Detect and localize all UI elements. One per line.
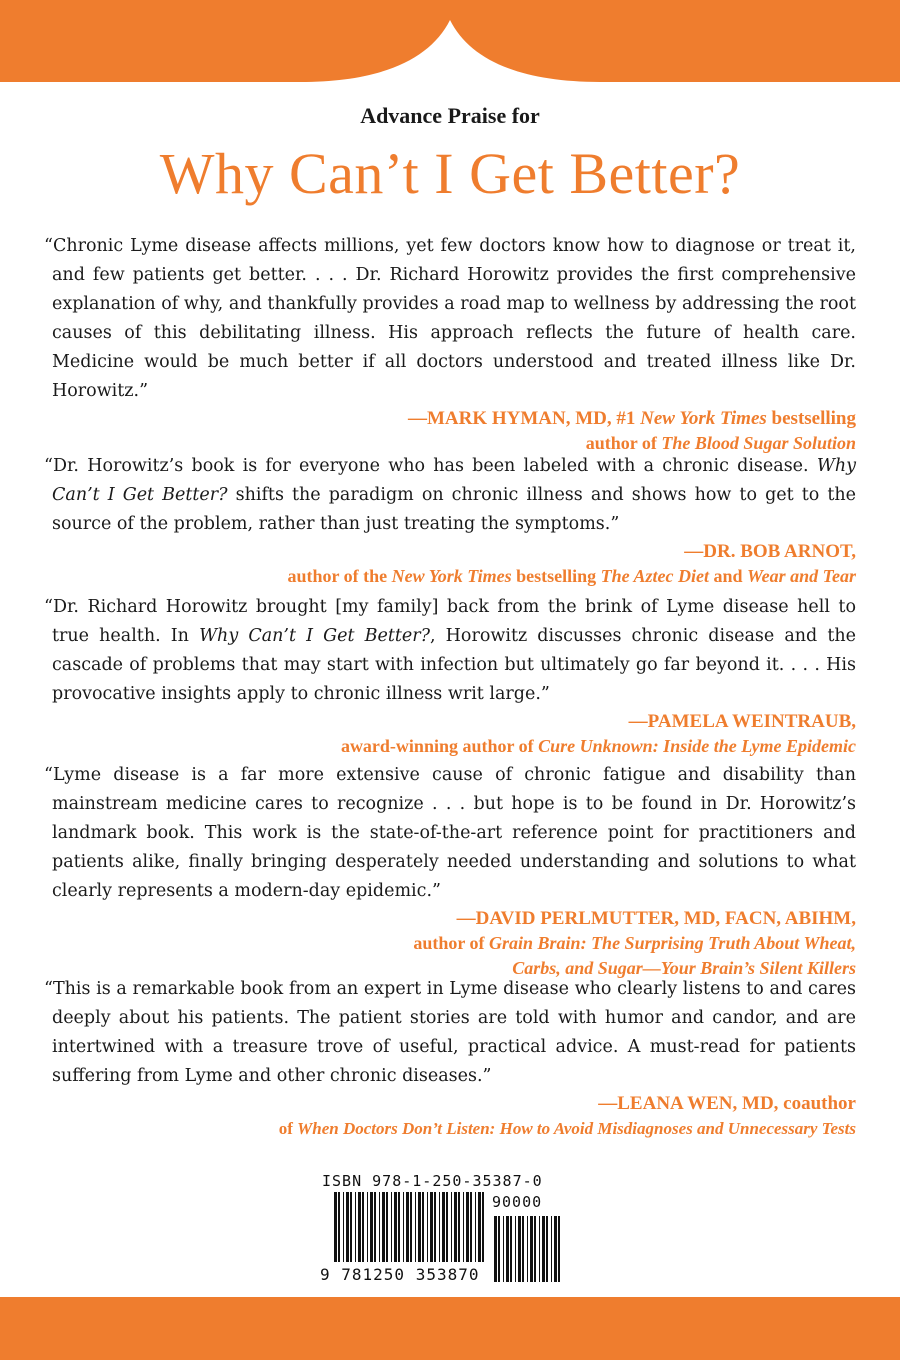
quote-credit	[44, 931, 856, 981]
barcode-bar	[403, 1192, 404, 1262]
barcode-bar	[346, 1192, 349, 1262]
quote-author: —MARK HYMAN, MD, #1	[407, 408, 636, 429]
barcode-bar	[406, 1192, 409, 1262]
credit-italic-1: New York Times	[391, 566, 512, 586]
barcode-bar	[482, 1192, 484, 1262]
quote-author: —DAVID PERLMUTTER, MD, FACN, ABIHM,	[456, 908, 856, 929]
quote-text	[44, 452, 856, 539]
credit-book-title: The Blood Sugar Solution	[661, 433, 856, 453]
barcode-bar	[539, 1216, 540, 1282]
ean-digits: 9 781250 353870	[320, 1265, 480, 1284]
credit-book-title: Grain Brain: The Surprising Truth About Wheat, Carbs, and Sugar—Your Brain’s Silent Killers	[489, 933, 856, 978]
barcode-bar	[343, 1192, 344, 1262]
barcode-bar	[434, 1192, 436, 1262]
quote-attribution	[44, 406, 856, 456]
quote-wen	[44, 975, 856, 1141]
top-orange-band	[0, 0, 900, 100]
barcode-bar	[498, 1216, 500, 1282]
barcode-bar	[410, 1192, 412, 1262]
quote-attribution	[44, 906, 856, 981]
barcode-bar	[338, 1192, 340, 1262]
barcode-bar	[466, 1192, 469, 1262]
barcode-bar	[418, 1192, 421, 1262]
barcode-bar	[442, 1192, 445, 1262]
bottom-orange-band	[0, 1297, 900, 1360]
credit-italic-2: The Aztec Diet	[600, 566, 709, 586]
barcode-bar	[558, 1216, 560, 1282]
credit-prefix: of	[278, 1119, 293, 1138]
quote-author-tail: bestselling	[771, 408, 856, 429]
barcode-bar	[551, 1216, 552, 1282]
quote-author: —PAMELA WEINTRAUB,	[628, 711, 856, 732]
quote-author: —LEANA WEN, MD, coauthor	[598, 1093, 856, 1114]
barcode-bar	[530, 1216, 533, 1282]
barcode-bar	[470, 1192, 472, 1262]
barcode-bar	[362, 1192, 364, 1262]
ean-bars	[334, 1192, 484, 1262]
credit-italic-3: Wear and Tear	[746, 566, 856, 586]
top-band-shape	[0, 0, 900, 82]
credit-prefix: author of	[413, 933, 485, 953]
barcode-bar	[391, 1192, 392, 1262]
quote-credit	[44, 1116, 856, 1141]
barcode-bar	[503, 1216, 504, 1282]
quote-credit	[44, 734, 856, 759]
quote-attribution	[44, 539, 856, 589]
barcode-bar	[382, 1192, 385, 1262]
barcode-bar	[334, 1192, 337, 1262]
credit-book-title: When Doctors Don’t Listen: How to Avoid Misdiagnoses and Unnecessary Tests	[297, 1119, 856, 1138]
barcode-bar	[515, 1216, 516, 1282]
barcode-bar	[446, 1192, 448, 1262]
barcode-bar	[454, 1192, 457, 1262]
quote-text-pre: “Dr. Horowitz’s book is for everyone who has been labeled with a chronic disease.	[44, 456, 809, 476]
credit-prefix: award-winning author of	[340, 736, 534, 756]
quote-author: —DR. BOB ARNOT,	[684, 541, 856, 562]
quote-text-italic: Why Can’t I Get Better?	[199, 626, 430, 646]
barcode-bar	[546, 1216, 548, 1282]
barcode-bar	[439, 1192, 440, 1262]
barcode-bar	[355, 1192, 356, 1262]
barcode-bar	[510, 1216, 512, 1282]
quote-author-italic: New York Times	[640, 408, 767, 429]
barcode-bar	[379, 1192, 380, 1262]
barcode-bar	[478, 1192, 481, 1262]
price-code: 90000	[492, 1193, 543, 1211]
praise-kicker: Advance Praise for	[360, 103, 540, 128]
barcode-bar	[430, 1192, 433, 1262]
barcode-bar	[518, 1216, 521, 1282]
barcode-bar	[522, 1216, 524, 1282]
barcode-bar	[463, 1192, 464, 1262]
credit-and: and	[713, 566, 743, 586]
barcode-bar	[451, 1192, 452, 1262]
quote-credit	[44, 564, 856, 589]
quote-text	[44, 593, 856, 709]
barcode-bar	[542, 1216, 545, 1282]
barcode-bar	[398, 1192, 400, 1262]
barcode-bar	[494, 1216, 497, 1282]
quote-weintraub	[44, 593, 856, 759]
quote-perlmutter	[44, 761, 856, 981]
quote-arnot	[44, 452, 856, 589]
quote-text-post: shifts the paradigm on chronic illness and shows how to get to the source of the problem, rather than just treating the symptoms.”	[52, 485, 856, 534]
quote-attribution	[44, 709, 856, 759]
barcode-bar	[350, 1192, 352, 1262]
book-title: Why Can’t I Get Better?	[159, 141, 741, 206]
credit-prefix: author of the	[287, 566, 388, 586]
barcode-bar	[458, 1192, 460, 1262]
barcode-bar	[506, 1216, 509, 1282]
barcode-bar	[386, 1192, 388, 1262]
barcode-bar	[374, 1192, 376, 1262]
quote-text-pre: “Dr. Richard Horowitz brought [my family] back from the brink of Lyme disease hell to true health. In	[44, 597, 856, 646]
quote-text: “Lyme disease is a far more extensive cause of chronic fatigue and disability than mainstream medicine cares to recognize . . . but hope is to be found in Dr. Horowitz’s landmark book. This work is the state-of-the-art reference point for practitioners and patients alike, finally bringing desperately needed understanding and solutions to what clearly represents a modern-day epidemic.”	[44, 765, 856, 901]
addon-bars	[494, 1216, 560, 1282]
isbn-text: ISBN 978-1-250-35387-0	[322, 1172, 543, 1190]
barcode-bar	[415, 1192, 416, 1262]
quote-text: “Chronic Lyme disease affects millions, yet few doctors know how to diagnose or treat it, and few patients get better. . . . Dr. Richard Horowitz provides the first comprehensive explanation of why, and thankfully provides a road map to wellness by addressing the root causes of this debilitating illness. His approach reflects the future of health care. Medicine would be much better if all doctors understood and treated illness like Dr. Horowitz.”	[44, 236, 856, 401]
quote-text: “This is a remarkable book from an expert in Lyme disease who clearly listens to and cares deeply about his patients. The patient stories are told with humor and candor, and are intertwined with a treasure trove of useful, practical advice. A must-read for patients suffering from Lyme and other chronic diseases.”	[44, 979, 856, 1086]
barcode-bar	[534, 1216, 536, 1282]
quote-text-post: , Horowitz discusses chronic disease and the cascade of problems that may start with infection but ultimately go far beyond it. . . . His provocative insights apply to chronic illness writ large.”	[52, 626, 856, 704]
credit-mid: bestselling	[516, 566, 597, 586]
barcode-bar	[427, 1192, 428, 1262]
credit-prefix: author of	[585, 433, 657, 453]
barcode-bar	[358, 1192, 361, 1262]
barcode-bar	[422, 1192, 424, 1262]
barcode-bar	[370, 1192, 373, 1262]
quote-text-italic: Why Can’t I Get Better?	[52, 456, 856, 505]
quote-attribution	[44, 1091, 856, 1141]
barcode-bar	[394, 1192, 397, 1262]
barcode-bar	[367, 1192, 368, 1262]
credit-book-title: Cure Unknown: Inside the Lyme Epidemic	[538, 736, 856, 756]
barcode-bar	[475, 1192, 476, 1262]
barcode-bar	[527, 1216, 528, 1282]
quote-hyman	[44, 232, 856, 456]
barcode-bar	[554, 1216, 557, 1282]
